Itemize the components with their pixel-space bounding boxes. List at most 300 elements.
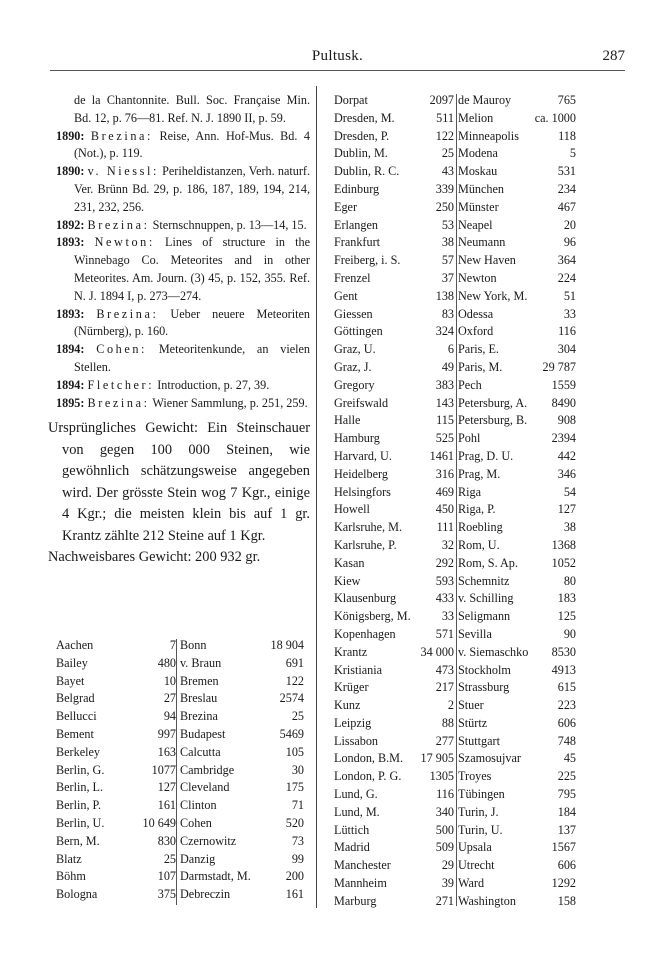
weight-value: 520 bbox=[285, 815, 304, 830]
table-row bbox=[458, 377, 580, 395]
reference-entry bbox=[48, 341, 310, 377]
table-row bbox=[334, 875, 458, 893]
collection-name: Berlin, U. bbox=[56, 815, 105, 830]
table-row bbox=[458, 644, 580, 662]
table-row bbox=[334, 857, 458, 875]
table-row bbox=[458, 288, 580, 306]
table-row bbox=[180, 673, 308, 691]
table-row bbox=[334, 484, 458, 502]
collection-name: Kopenhagen bbox=[334, 626, 396, 641]
weight-value: 33 bbox=[441, 609, 454, 624]
collection-name: Schemnitz bbox=[458, 573, 510, 588]
collection-name: Berlin, G. bbox=[56, 762, 105, 777]
table-row bbox=[458, 733, 580, 751]
weight-value: 57 bbox=[441, 253, 454, 268]
table-row bbox=[334, 679, 458, 697]
weight-value: 234 bbox=[557, 181, 576, 196]
left-column bbox=[48, 92, 310, 569]
collection-name: Klausenburg bbox=[334, 591, 397, 606]
collection-name: Neumann bbox=[458, 235, 506, 250]
table-row bbox=[458, 234, 580, 252]
collection-name: Karlsruhe, M. bbox=[334, 520, 403, 535]
collection-name: Münster bbox=[458, 199, 499, 214]
weight-value: 83 bbox=[441, 306, 454, 321]
collection-name: Edinburg bbox=[334, 181, 380, 196]
table-row bbox=[56, 708, 180, 726]
weight-value: 383 bbox=[435, 377, 454, 392]
weight-value: 7 bbox=[169, 638, 176, 652]
table-row bbox=[56, 762, 180, 780]
weight-value: 473 bbox=[435, 662, 454, 677]
collection-name: Prag, M. bbox=[458, 466, 501, 481]
table-row bbox=[56, 868, 180, 886]
table-row bbox=[458, 217, 580, 235]
weight-value: 33 bbox=[563, 306, 576, 321]
collection-name: Minneapolis bbox=[458, 128, 519, 143]
weight-value: 163 bbox=[157, 744, 176, 759]
collection-name: Greifswald bbox=[334, 395, 389, 410]
reference-year: 1893: bbox=[56, 235, 85, 250]
collection-name: New York, M. bbox=[458, 288, 528, 303]
table-row bbox=[458, 857, 580, 875]
table-row bbox=[458, 662, 580, 680]
collection-table-4 bbox=[458, 92, 580, 911]
reference-entry bbox=[48, 217, 310, 235]
weight-value: 469 bbox=[435, 484, 454, 499]
table-row bbox=[458, 395, 580, 413]
table-row bbox=[180, 797, 308, 815]
weight-value: 45 bbox=[563, 751, 576, 766]
table-row bbox=[334, 181, 458, 199]
collection-name: Rom, S. Ap. bbox=[458, 555, 518, 570]
table-row bbox=[56, 779, 180, 797]
weight-value: 27 bbox=[163, 691, 176, 706]
collection-name: Berlin, L. bbox=[56, 780, 104, 795]
table-row bbox=[458, 537, 580, 555]
table-row bbox=[334, 573, 458, 591]
weight-value: 137 bbox=[557, 822, 576, 837]
collection-table-3 bbox=[334, 92, 458, 911]
table-row bbox=[334, 733, 458, 751]
reference-year: 1895: bbox=[56, 395, 85, 410]
weight-value: 184 bbox=[557, 804, 576, 819]
collection-name: Madrid bbox=[334, 840, 370, 855]
reference-list bbox=[48, 92, 310, 412]
collection-name: Utrecht bbox=[458, 858, 495, 873]
weight-value: 5 bbox=[569, 146, 576, 161]
collection-name: Eger bbox=[334, 199, 358, 214]
weight-value: 161 bbox=[157, 798, 176, 813]
collection-name: Petersburg, A. bbox=[458, 395, 528, 410]
collection-name: Pohl bbox=[458, 431, 481, 446]
weight-value: 53 bbox=[441, 217, 454, 232]
weight-value: 224 bbox=[557, 270, 576, 285]
reference-year: 1893: bbox=[56, 306, 85, 321]
table-row bbox=[458, 679, 580, 697]
collection-name: Moskau bbox=[458, 164, 498, 179]
weight-value: 531 bbox=[557, 164, 576, 179]
table-row bbox=[334, 466, 458, 484]
table-row bbox=[334, 590, 458, 608]
collection-name: Dresden, P. bbox=[334, 128, 390, 143]
table-row bbox=[334, 501, 458, 519]
collection-name: Bern, M. bbox=[56, 833, 100, 848]
collection-name: Krüger bbox=[334, 680, 369, 695]
collection-name: Dresden, M. bbox=[334, 110, 395, 125]
collection-name: Brezina bbox=[180, 709, 218, 724]
weight-value: 997 bbox=[157, 726, 176, 741]
weight-value: 509 bbox=[435, 840, 454, 855]
table-row bbox=[458, 466, 580, 484]
weight-value: 25 bbox=[291, 709, 304, 724]
weight-value: 116 bbox=[558, 324, 576, 339]
weight-value: 433 bbox=[435, 591, 454, 606]
table-divider bbox=[456, 94, 457, 906]
collection-name: Bement bbox=[56, 726, 94, 741]
collection-name: Sevilla bbox=[458, 626, 492, 641]
table-row bbox=[334, 786, 458, 804]
collection-table-1 bbox=[56, 637, 180, 904]
table-row bbox=[56, 815, 180, 833]
table-row bbox=[56, 637, 180, 655]
collection-name: Breslau bbox=[180, 691, 218, 706]
weight-value: 525 bbox=[435, 431, 454, 446]
weight-value: 1077 bbox=[151, 762, 176, 777]
weight-value: 125 bbox=[557, 609, 576, 624]
collection-name: Riga bbox=[458, 484, 482, 499]
table-row bbox=[180, 655, 308, 673]
weight-value: 43 bbox=[441, 164, 454, 179]
collection-name: Danzig bbox=[180, 851, 216, 866]
weight-value: 71 bbox=[291, 798, 304, 813]
weight-value: 200 bbox=[285, 869, 304, 884]
reference-text: Meteoritenkunde, an vielen Stellen. bbox=[74, 342, 311, 374]
weight-value: 324 bbox=[435, 324, 454, 339]
reference-author: Brezina: bbox=[96, 306, 159, 321]
weight-value: 691 bbox=[285, 655, 304, 670]
weight-value: 1305 bbox=[429, 769, 454, 784]
weight-value: 1567 bbox=[551, 840, 576, 855]
collection-name: Bologna bbox=[56, 887, 98, 902]
collection-name: Harvard, U. bbox=[334, 448, 392, 463]
weight-value: 122 bbox=[435, 128, 454, 143]
table-row bbox=[334, 430, 458, 448]
collection-name: v. Siemaschko bbox=[458, 644, 529, 659]
weight-value: 94 bbox=[163, 709, 176, 724]
weight-value: 118 bbox=[558, 128, 576, 143]
weight-value: 795 bbox=[557, 787, 576, 802]
reference-text: Introduction, p. 27, 39. bbox=[157, 377, 270, 392]
table-row bbox=[334, 145, 458, 163]
table-row bbox=[334, 412, 458, 430]
table-row bbox=[334, 395, 458, 413]
reference-entry bbox=[48, 395, 310, 413]
collection-name: Marburg bbox=[334, 893, 377, 908]
table-row bbox=[458, 875, 580, 893]
collection-name: Riga, P. bbox=[458, 502, 496, 517]
weight-value: 175 bbox=[285, 780, 304, 795]
table-row bbox=[458, 519, 580, 537]
collection-name: Krantz bbox=[334, 644, 368, 659]
collection-name: Strassburg bbox=[458, 680, 510, 695]
table-row bbox=[334, 715, 458, 733]
table-row bbox=[458, 573, 580, 591]
table-row bbox=[458, 110, 580, 128]
collection-name: Kunz bbox=[334, 698, 361, 713]
weight-value: 51 bbox=[563, 288, 576, 303]
collection-name: Debreczin bbox=[180, 887, 231, 902]
weight-value: 38 bbox=[563, 520, 576, 535]
weight-value: 29 bbox=[441, 858, 454, 873]
collection-name: München bbox=[458, 181, 505, 196]
table-row bbox=[334, 555, 458, 573]
collection-name: Hamburg bbox=[334, 431, 380, 446]
reference-entry bbox=[48, 234, 310, 305]
table-row bbox=[458, 163, 580, 181]
weight-value: 340 bbox=[435, 804, 454, 819]
table-row bbox=[334, 537, 458, 555]
collection-name: v. Braun bbox=[180, 655, 222, 670]
table-row bbox=[458, 715, 580, 733]
collection-name: Frankfurt bbox=[334, 235, 381, 250]
collection-name: Modena bbox=[458, 146, 498, 161]
reference-author: Brezina: bbox=[87, 217, 150, 232]
table-row bbox=[180, 637, 308, 655]
table-row bbox=[458, 484, 580, 502]
weight-value: 5469 bbox=[279, 726, 304, 741]
reference-author: Fletcher: bbox=[87, 377, 155, 392]
weight-value: 107 bbox=[157, 869, 176, 884]
weight-value: 364 bbox=[557, 253, 576, 268]
collection-name: Kristiania bbox=[334, 662, 383, 677]
weight-value: 1461 bbox=[429, 448, 454, 463]
table-row bbox=[458, 323, 580, 341]
table-row bbox=[180, 726, 308, 744]
weight-value: 223 bbox=[557, 698, 576, 713]
weight-value: 25 bbox=[441, 146, 454, 161]
collection-name: Halle bbox=[334, 413, 361, 428]
weight-value: 90 bbox=[563, 626, 576, 641]
collection-name: Bailey bbox=[56, 655, 88, 670]
collection-name: Stuer bbox=[458, 698, 484, 713]
table-row bbox=[56, 744, 180, 762]
weight-value: 277 bbox=[435, 733, 454, 748]
table-row bbox=[334, 626, 458, 644]
weight-value: 49 bbox=[441, 359, 454, 374]
collection-name: Blatz bbox=[56, 851, 82, 866]
weight-value: 25 bbox=[163, 851, 176, 866]
collection-name: Paris, E. bbox=[458, 342, 499, 357]
table-row bbox=[458, 359, 580, 377]
collection-name: Heidelberg bbox=[334, 466, 388, 481]
reference-entry bbox=[48, 163, 310, 216]
table-row bbox=[458, 128, 580, 146]
collection-name: Newton bbox=[458, 270, 497, 285]
reference-year: 1892: bbox=[56, 217, 85, 232]
reference-text: Ueber neuere Meteoriten (Nürnberg), p. 160. bbox=[74, 306, 310, 339]
collection-name: Dublin, M. bbox=[334, 146, 388, 161]
table-row bbox=[56, 726, 180, 744]
reference-author: Cohen: bbox=[96, 342, 148, 357]
table-row bbox=[334, 519, 458, 537]
table-row bbox=[458, 590, 580, 608]
table-row bbox=[458, 412, 580, 430]
collection-name: Petersburg, B. bbox=[458, 413, 528, 428]
table-row bbox=[334, 359, 458, 377]
table-row bbox=[180, 690, 308, 708]
weight-value: 158 bbox=[557, 893, 576, 908]
reference-year: 1894: bbox=[56, 342, 85, 357]
weight-value: 183 bbox=[557, 591, 576, 606]
weight-value: 467 bbox=[557, 199, 576, 214]
reference-entry bbox=[48, 377, 310, 395]
weight-value: 32 bbox=[441, 537, 454, 552]
collection-name: Kiew bbox=[334, 573, 361, 588]
collection-name: Cohen bbox=[180, 815, 212, 830]
collection-name: New Haven bbox=[458, 253, 516, 268]
collection-name: Clinton bbox=[180, 798, 217, 813]
weight-value: 37 bbox=[441, 270, 454, 285]
collection-name: Aachen bbox=[56, 638, 94, 652]
collection-name: Mannheim bbox=[334, 876, 387, 891]
table-row bbox=[458, 697, 580, 715]
table-row bbox=[334, 128, 458, 146]
collection-name: Paris, M. bbox=[458, 359, 503, 374]
collection-name: Washington bbox=[458, 893, 516, 908]
weight-value: 116 bbox=[436, 787, 454, 802]
collection-name: Cleveland bbox=[180, 780, 230, 795]
weight-value: 339 bbox=[435, 181, 454, 196]
weight-value: 606 bbox=[557, 715, 576, 730]
table-row bbox=[334, 768, 458, 786]
reference-text: Sternschnuppen, p. 13—14, 15. bbox=[152, 217, 307, 232]
collection-name: Freiberg, i. S. bbox=[334, 253, 401, 268]
table-row bbox=[334, 341, 458, 359]
table-row bbox=[458, 555, 580, 573]
collection-name: Calcutta bbox=[180, 744, 221, 759]
collection-name: Dublin, R. C. bbox=[334, 164, 400, 179]
collection-name: Manchester bbox=[334, 858, 391, 873]
table-row bbox=[458, 92, 580, 110]
table-row bbox=[458, 145, 580, 163]
table-row bbox=[56, 833, 180, 851]
collection-name: Ward bbox=[458, 876, 485, 891]
weight-value: 606 bbox=[557, 858, 576, 873]
table-row bbox=[334, 893, 458, 911]
table-row bbox=[458, 839, 580, 857]
collection-name: Roebling bbox=[458, 520, 503, 535]
collection-name: Berkeley bbox=[56, 744, 100, 759]
collection-name: Lund, G. bbox=[334, 787, 378, 802]
collection-name: Graz, J. bbox=[334, 359, 372, 374]
weight-value: 161 bbox=[285, 887, 304, 902]
table-row bbox=[334, 822, 458, 840]
weight-value: ca. 1000 bbox=[534, 110, 576, 125]
collection-name: Stockholm bbox=[458, 662, 511, 677]
collection-name: Dorpat bbox=[334, 93, 368, 107]
weight-value: 748 bbox=[557, 733, 576, 748]
weight-value: 271 bbox=[435, 893, 454, 908]
weight-value: 88 bbox=[441, 715, 454, 730]
weight-value: 138 bbox=[435, 288, 454, 303]
weight-value: 571 bbox=[435, 626, 454, 641]
table-row bbox=[180, 708, 308, 726]
collection-name: Giessen bbox=[334, 306, 373, 321]
table-row bbox=[180, 779, 308, 797]
weight-value: 1292 bbox=[551, 876, 576, 891]
weight-value: 143 bbox=[435, 395, 454, 410]
verifiable-weight-line: Nachweisbares Gewicht: 200 932 gr. bbox=[48, 549, 261, 566]
collection-name: Pech bbox=[458, 377, 482, 392]
weight-value: 73 bbox=[291, 833, 304, 848]
collection-name: Troyes bbox=[458, 769, 492, 784]
weight-value: 442 bbox=[557, 448, 576, 463]
reference-author: Newton: bbox=[94, 235, 155, 250]
table-row bbox=[180, 762, 308, 780]
weight-value: 450 bbox=[435, 502, 454, 517]
collection-name: Bellucci bbox=[56, 709, 97, 724]
collection-name: Turin, U. bbox=[458, 822, 503, 837]
weight-value: 1368 bbox=[551, 537, 576, 552]
collection-name: Upsala bbox=[458, 840, 492, 855]
table-row bbox=[180, 833, 308, 851]
table-row bbox=[334, 92, 458, 110]
collection-name: Leipzig bbox=[334, 715, 372, 730]
weight-value: 615 bbox=[557, 680, 576, 695]
weight-value: 908 bbox=[557, 413, 576, 428]
collection-name: Stürtz bbox=[458, 715, 488, 730]
table-row bbox=[458, 448, 580, 466]
collection-name: Böhm bbox=[56, 869, 86, 884]
table-row bbox=[458, 804, 580, 822]
weight-value: 39 bbox=[441, 876, 454, 891]
table-row bbox=[56, 673, 180, 691]
weight-value: 20 bbox=[563, 217, 576, 232]
collection-name: Oxford bbox=[458, 324, 494, 339]
weight-value: 54 bbox=[563, 484, 576, 499]
collection-name: Rom, U. bbox=[458, 537, 500, 552]
collection-name: Erlangen bbox=[334, 217, 378, 232]
table-row bbox=[334, 288, 458, 306]
table-row bbox=[458, 608, 580, 626]
table-row bbox=[458, 750, 580, 768]
collection-name: v. Schilling bbox=[458, 591, 514, 606]
collection-name: Bonn bbox=[180, 638, 207, 652]
weight-value: 99 bbox=[291, 851, 304, 866]
table-row bbox=[334, 839, 458, 857]
weight-value: 375 bbox=[157, 887, 176, 902]
weight-value: 1559 bbox=[551, 377, 576, 392]
weight-value: 217 bbox=[435, 680, 454, 695]
collection-name: Königsberg, M. bbox=[334, 609, 411, 624]
reference-author: Brezina: bbox=[90, 128, 154, 143]
weight-value: 1052 bbox=[551, 555, 576, 570]
collection-name: Turin, J. bbox=[458, 804, 499, 819]
collection-name: Frenzel bbox=[334, 270, 371, 285]
collection-name: Belgrad bbox=[56, 691, 95, 706]
weight-value: 346 bbox=[557, 466, 576, 481]
reference-author: Brezina: bbox=[87, 395, 150, 410]
table-row bbox=[458, 341, 580, 359]
table-row bbox=[334, 217, 458, 235]
table-row bbox=[180, 815, 308, 833]
collection-name: Gregory bbox=[334, 377, 375, 392]
table-row bbox=[334, 750, 458, 768]
table-row bbox=[56, 690, 180, 708]
column-divider bbox=[316, 86, 317, 908]
collection-name: Czernowitz bbox=[180, 833, 237, 848]
weight-value: 122 bbox=[285, 673, 304, 688]
